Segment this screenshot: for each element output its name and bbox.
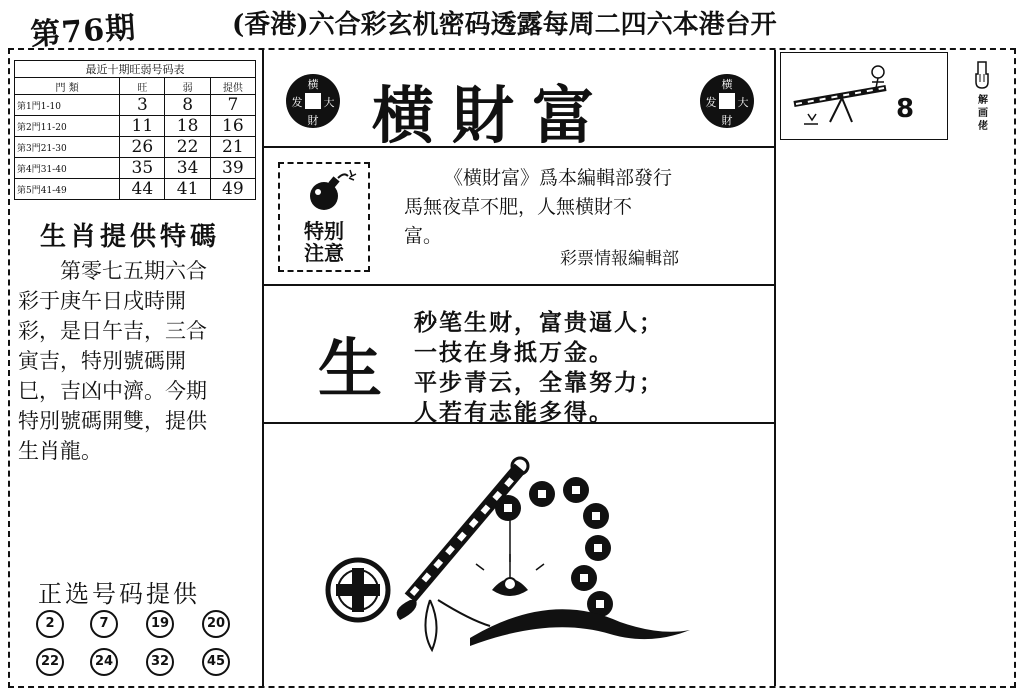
coin-char: 大 [323, 96, 335, 109]
notice-label-line: 注意 [304, 241, 344, 265]
zodiac-line: 巳，吉凶中濟。今期 [18, 379, 207, 403]
cell-cold: 22 [165, 137, 210, 158]
picks-title: 正选号码提供 [38, 580, 200, 608]
cell-hot: 44 [120, 179, 165, 200]
coin-char: 发 [291, 96, 303, 109]
row-label: 第4門31-40 [15, 158, 120, 179]
bomb-icon [300, 168, 360, 214]
pick-ball: 22 [36, 648, 64, 676]
cell-offer: 49 [210, 179, 255, 200]
notice-paragraph [404, 164, 754, 251]
cell-hot: 11 [120, 116, 165, 137]
table-row [15, 116, 256, 137]
pick-ball: 24 [90, 648, 118, 676]
table-header: 門 類 [15, 78, 120, 95]
notice-line: 富。 [404, 225, 443, 247]
row-label: 第5門41-49 [15, 179, 120, 200]
hot-cold-table [14, 60, 256, 200]
hint-label: 解画佬 [978, 95, 988, 132]
cell-cold: 8 [165, 95, 210, 116]
pick-ball: 7 [90, 610, 118, 638]
pick-ball: 32 [146, 648, 174, 676]
row-label: 第1門1-10 [15, 95, 120, 116]
cell-hot: 3 [120, 95, 165, 116]
pick-ball: 2 [36, 610, 64, 638]
main-title: 横財富 [372, 79, 613, 152]
table-header: 弱 [165, 78, 210, 95]
table-row [15, 137, 256, 158]
coin-char: 横 [307, 78, 319, 91]
coin-char: 大 [737, 96, 749, 109]
zodiac-line: 彩，是日午吉，三合 [18, 319, 207, 343]
pick-ball: 19 [146, 610, 174, 638]
poem-character: 生 [318, 332, 382, 407]
hint-number: 8 [896, 94, 915, 124]
poem-line: 平步青云，全靠努力； [414, 370, 664, 396]
cell-cold: 34 [165, 158, 210, 179]
poem-line: 一技在身抵万金。 [414, 340, 614, 366]
zodiac-line: 生肖龍。 [18, 439, 102, 463]
coin-icon [700, 74, 754, 128]
zodiac-line: 第零七五期六合 [60, 259, 207, 283]
poem-line: 人若有志能多得。 [414, 400, 614, 426]
zodiac-paragraph [18, 256, 258, 466]
cell-offer: 21 [210, 137, 255, 158]
row-divider [264, 284, 774, 286]
notice-signature: 彩票情報編輯部 [560, 249, 679, 269]
table-caption: 最近十期旺弱号码表 [15, 61, 256, 78]
coin-icon [286, 74, 340, 128]
cell-cold: 41 [165, 179, 210, 200]
notice-label-line: 特别 [304, 219, 344, 243]
poem-line: 秒笔生财，富贵逼人； [414, 310, 664, 336]
page-headline: (香港)六合彩玄机密码透露每周二四六本港台开 [232, 10, 777, 40]
table-row [15, 95, 256, 116]
column-divider [774, 50, 776, 686]
cell-offer: 16 [210, 116, 255, 137]
cell-offer: 7 [210, 95, 255, 116]
coin-char: 財 [721, 114, 733, 127]
row-label: 第2門11-20 [15, 116, 120, 137]
pick-ball: 20 [202, 610, 230, 638]
zodiac-line: 寅吉，特別號碼開 [18, 349, 186, 373]
issue-number: 第76期 [29, 10, 138, 53]
notice-line: 馬無夜草不肥，人無横財不 [404, 196, 633, 218]
table-header: 旺 [120, 78, 165, 95]
coin-char: 发 [705, 96, 717, 109]
notice-line: 《横財富》爲本編輯部發行 [444, 167, 673, 189]
table-row [15, 158, 256, 179]
pointing-hand-icon [972, 60, 992, 90]
zodiac-title: 生肖提供特碼 [40, 222, 221, 252]
row-label: 第3門21-30 [15, 137, 120, 158]
coin-char: 横 [721, 78, 733, 91]
seesaw-illustration [786, 60, 896, 136]
pick-ball: 45 [202, 648, 230, 676]
cell-offer: 39 [210, 158, 255, 179]
cell-hot: 35 [120, 158, 165, 179]
zodiac-line: 彩于庚午日戌時開 [18, 289, 186, 313]
notice-label [284, 220, 364, 264]
table-header: 提供 [210, 78, 255, 95]
cell-hot: 26 [120, 137, 165, 158]
coin-char: 財 [307, 114, 319, 127]
table-row [15, 179, 256, 200]
fortune-illustration [320, 450, 700, 670]
cell-cold: 18 [165, 116, 210, 137]
zodiac-line: 特別號碼開雙，提供 [18, 409, 207, 433]
